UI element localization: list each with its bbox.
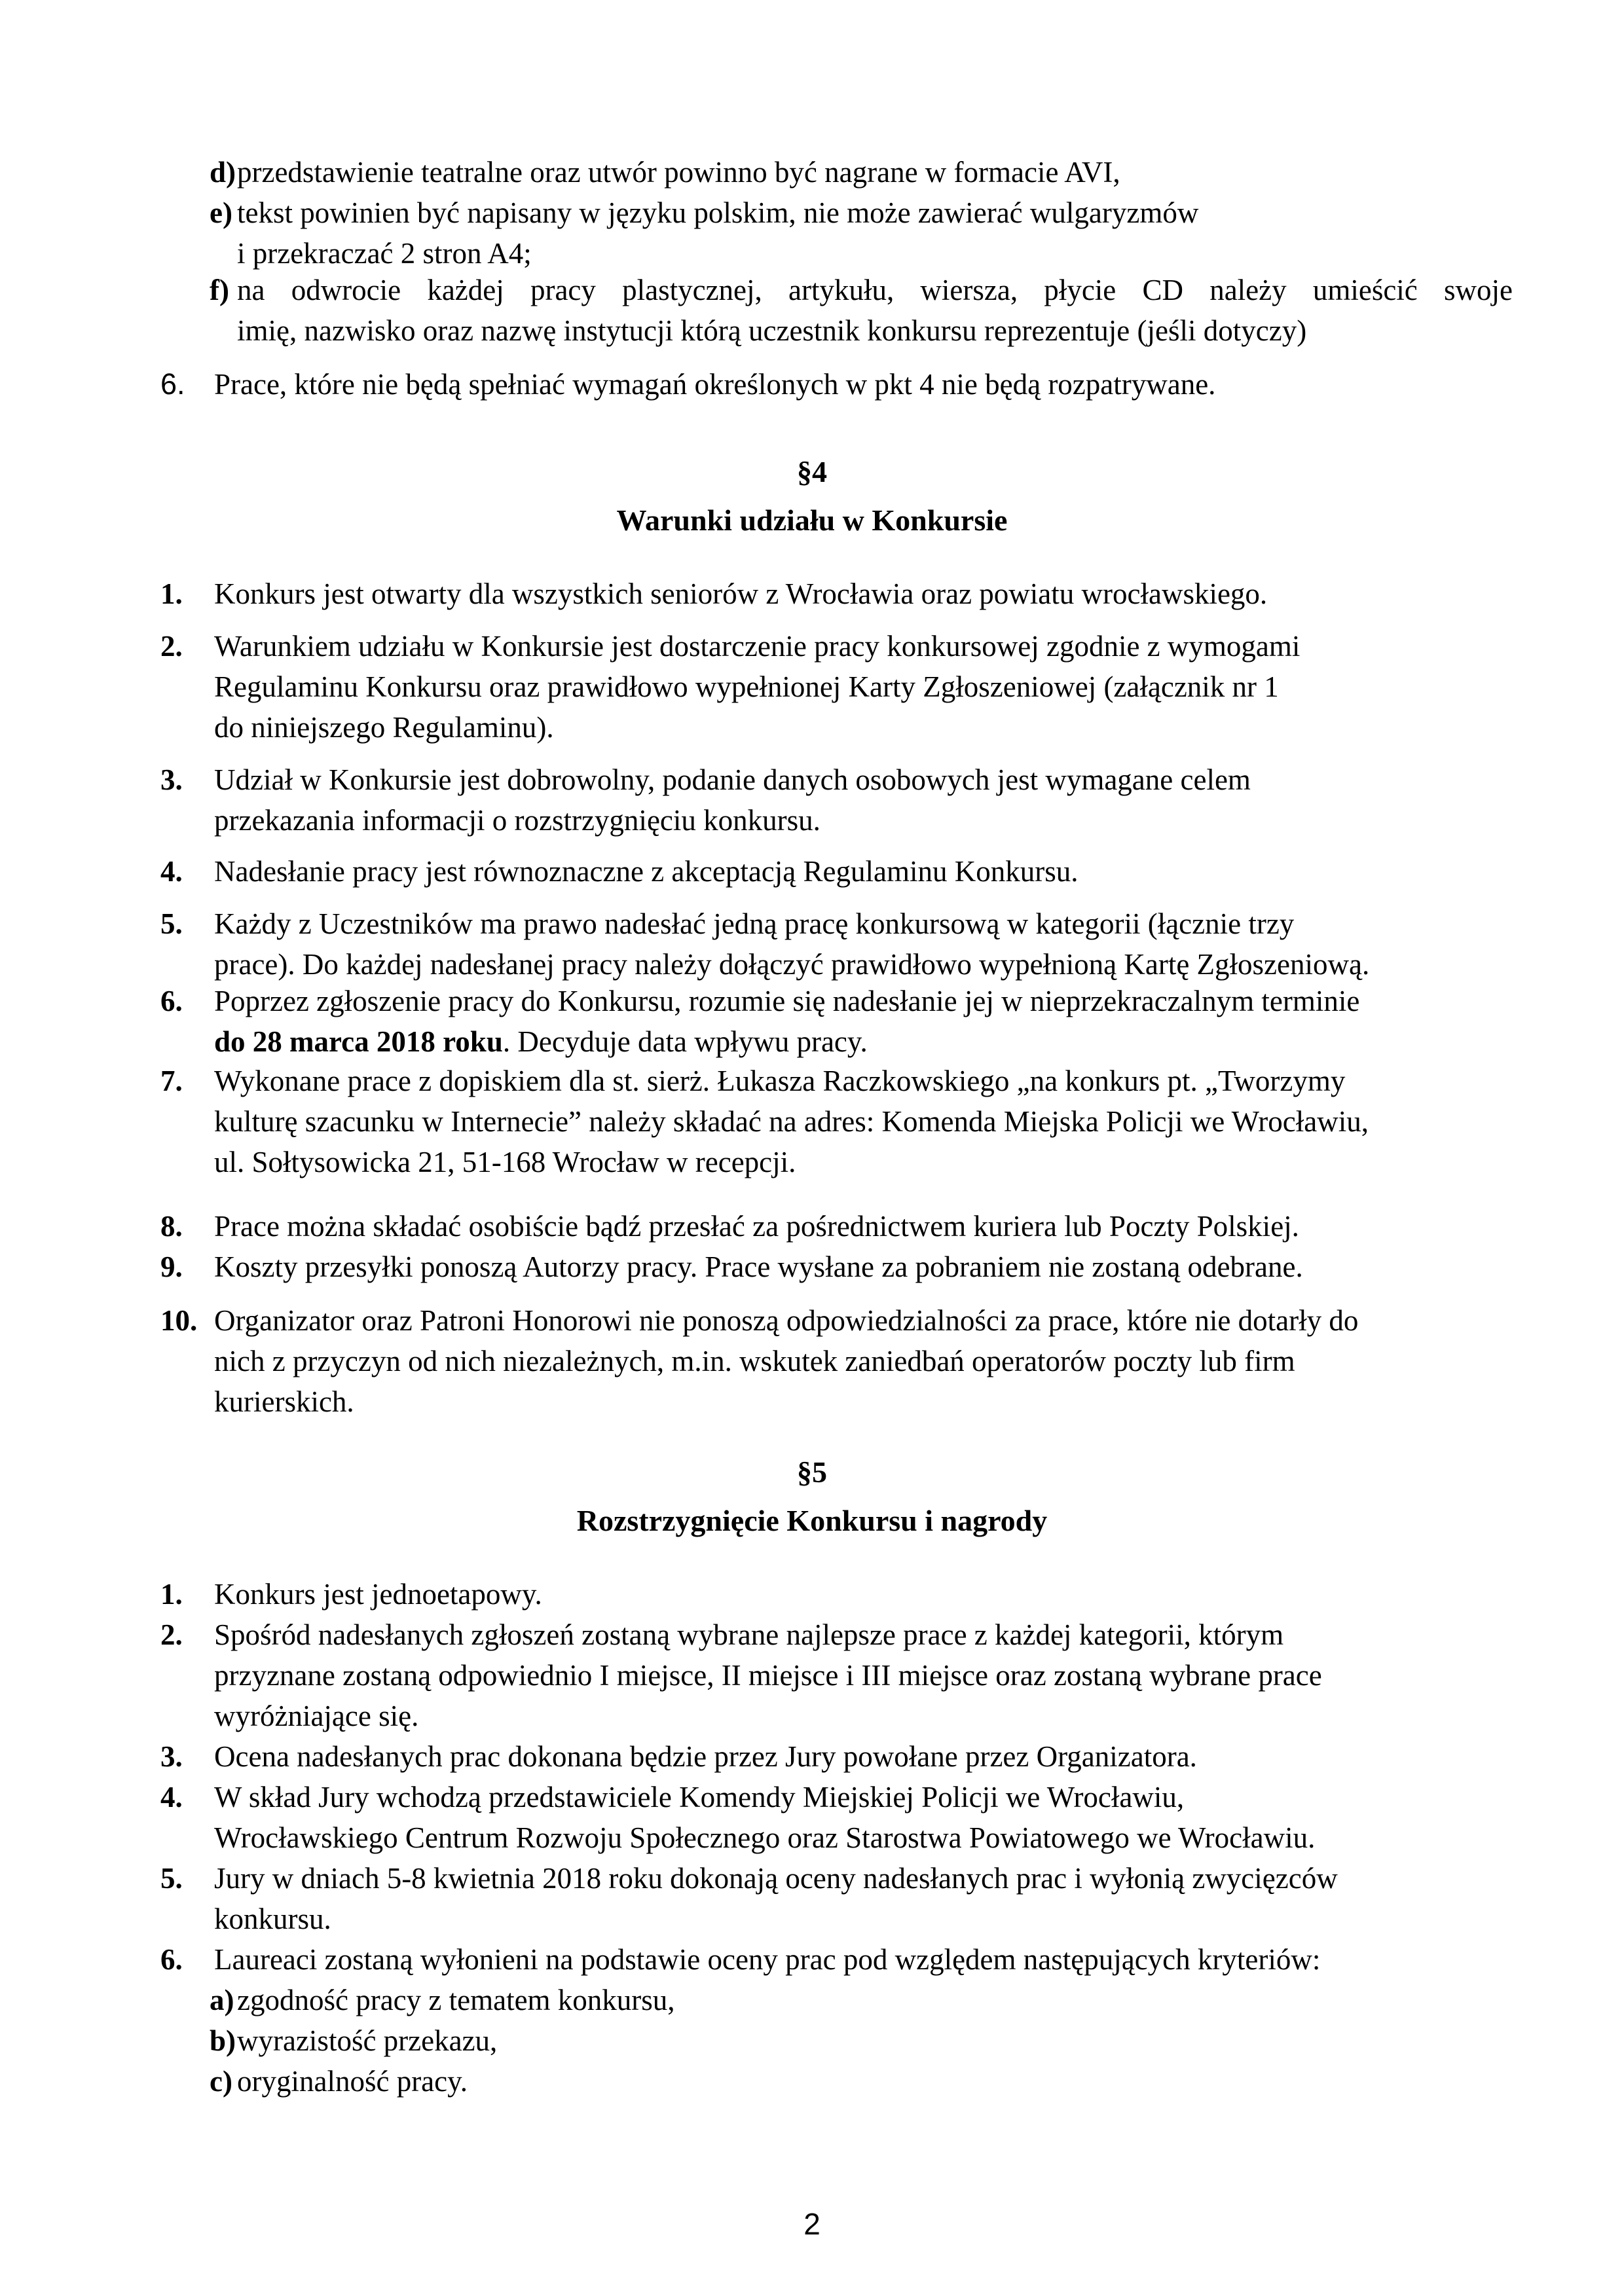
criterion-letter: c): [210, 2065, 232, 2098]
list-item: [160, 1247, 1470, 1287]
list-item: [160, 851, 1470, 892]
sub-item-letter: e): [210, 196, 232, 229]
item-text: Każdy z Uczestników ma prawo nadesłać jedną pracę konkursową w kategorii (łącznie trzy: [214, 907, 1295, 940]
list-item: [160, 1300, 1470, 1422]
item-text-cont: przekazania informacji o rozstrzygnięciu konkursu.: [214, 804, 821, 837]
item-number: 1.: [160, 577, 183, 610]
list-item: [160, 1777, 1470, 1858]
item-text: Jury w dniach 5-8 kwietnia 2018 roku dokonają oceny nadesłanych prac i wyłonią zwycięzców: [214, 1862, 1338, 1895]
item-text: Spośród nadesłanych zgłoszeń zostaną wybrane najlepsze prace z każdej kategorii, którym: [214, 1618, 1284, 1651]
section-title-4: Warunki udziału w Konkursie: [616, 503, 1008, 537]
criterion-text: oryginalność pracy.: [237, 2065, 468, 2098]
item-number: 6.: [160, 985, 183, 1017]
item-number: 6.: [160, 1943, 183, 1976]
criterion-letter: b): [210, 2024, 236, 2057]
criterion-letter: a): [210, 1984, 234, 2016]
item-number: 3.: [160, 763, 183, 796]
page-number: 2: [803, 2207, 821, 2241]
item-text: Wykonane prace z dopiskiem dla st. sierż. Łukasza Raczkowskiego „na konkurs pt. „Tworzymy: [214, 1065, 1346, 1097]
item-text: Udział w Konkursie jest dobrowolny, podanie danych osobowych jest wymagane celem: [214, 763, 1251, 796]
sub-item-e: [210, 192, 1513, 274]
item-text: Nadesłanie pracy jest równoznaczne z akceptacją Regulaminu Konkursu.: [214, 855, 1079, 888]
list-item: [160, 626, 1470, 748]
item-text: Poprzez zgłoszenie pracy do Konkursu, rozumie się nadesłanie jej w nieprzekraczalnym terminie: [214, 985, 1360, 1017]
item-text-cont: do niniejszego Regulaminu).: [214, 711, 554, 744]
criterion-c: [210, 2061, 1513, 2102]
item-text: Prace można składać osobiście bądź przesłać za pośrednictwem kuriera lub Poczty Polskiej.: [214, 1210, 1299, 1243]
item-text: Laureaci zostaną wyłonieni na podstawie oceny prac pod względem następujących kryteriów:: [214, 1943, 1321, 1976]
item-text: Konkurs jest otwarty dla wszystkich seniorów z Wrocławia oraz powiatu wrocławskiego.: [214, 577, 1268, 610]
section-symbol-4: §4: [797, 455, 827, 488]
list-item: [160, 1736, 1470, 1777]
item-number: 4.: [160, 1781, 183, 1813]
item-number: 2.: [160, 1618, 183, 1651]
item-text-cont: konkursu.: [214, 1903, 331, 1935]
item-number: 1.: [160, 1578, 183, 1611]
item-number: 3.: [160, 1740, 183, 1773]
list-item: [160, 574, 1470, 614]
deadline-rest: . Decyduje data wpływu pracy.: [502, 1025, 868, 1058]
item-number: 7.: [160, 1065, 183, 1097]
item-text-cont: nich z przyczyn od nich niezależnych, m.in. wskutek zaniedbań operatorów poczty lub firm: [214, 1345, 1295, 1377]
item-text: Prace, które nie będą spełniać wymagań określonych w pkt 4 nie będą rozpatrywane.: [214, 368, 1216, 401]
item-text: Organizator oraz Patroni Honorowi nie ponoszą odpowiedzialności za prace, które nie dotarły do: [214, 1304, 1359, 1337]
list-item: [160, 1939, 1470, 1980]
item-text: Koszty przesyłki ponoszą Autorzy pracy. Prace wysłane za pobraniem nie zostaną odebrane.: [214, 1250, 1303, 1283]
criterion-text: wyrazistość przekazu,: [237, 2024, 498, 2057]
item-text-cont: ul. Sołtysowicka 21, 51-168 Wrocław w recepcji.: [214, 1146, 796, 1178]
item-number: 5.: [160, 1862, 183, 1895]
item-number: 9.: [160, 1250, 183, 1283]
list-item: [160, 1614, 1470, 1736]
item-text: W skład Jury wchodzą przedstawiciele Komendy Miejskiej Policji we Wrocławiu,: [214, 1781, 1185, 1813]
sub-item-f: [210, 270, 1513, 351]
criterion-b: [210, 2020, 1513, 2061]
sub-item-text: na odwrocie każdej pracy plastycznej, artykułu, wiersza, płycie CD należy umieścić swoje: [237, 274, 1513, 306]
list-item: [160, 1061, 1470, 1182]
item-number: 10.: [160, 1304, 198, 1337]
sub-item-text: przedstawienie teatralne oraz utwór powinno być nagrane w formacie AVI,: [237, 156, 1120, 189]
item-number: 6.: [160, 367, 185, 401]
list-item: [160, 1858, 1470, 1939]
section-title-5: Rozstrzygnięcie Konkursu i nagrody: [576, 1504, 1048, 1537]
sub-item-d: [210, 152, 1513, 192]
list-item-6-prace: [160, 364, 1470, 405]
item-text-cont: [214, 1021, 1478, 1062]
sub-item-text: tekst powinien być napisany w języku polskim, nie może zawierać wulgaryzmów: [237, 196, 1199, 229]
list-item: [160, 981, 1470, 1062]
sub-item-letter: d): [210, 156, 236, 189]
list-item: [160, 1574, 1470, 1614]
item-text-cont: kulturę szacunku w Internecie” należy składać na adres: Komenda Miejska Policji we Wrocławiu,: [214, 1105, 1369, 1138]
list-item: [160, 903, 1470, 985]
item-number: 5.: [160, 907, 183, 940]
sub-item-text-cont: i przekraczać 2 stron A4;: [237, 237, 532, 270]
deadline-date: do 28 marca 2018 roku: [214, 1025, 503, 1058]
item-text-cont: Regulaminu Konkursu oraz prawidłowo wypełnionej Karty Zgłoszeniowej (załącznik nr 1: [214, 670, 1279, 703]
item-number: 4.: [160, 855, 183, 888]
item-text-cont: Wrocławskiego Centrum Rozwoju Społecznego oraz Starostwa Powiatowego we Wrocławiu.: [214, 1821, 1316, 1854]
item-text: Konkurs jest jednoetapowy.: [214, 1578, 542, 1611]
section-symbol-5: §5: [797, 1455, 827, 1489]
item-number: 2.: [160, 630, 183, 663]
sub-item-text-cont: imię, nazwisko oraz nazwę instytucji którą uczestnik konkursu reprezentuje (jeśli dotyczy): [237, 314, 1307, 347]
list-item: [160, 759, 1470, 841]
item-text: Warunkiem udziału w Konkursie jest dostarczenie pracy konkursowej zgodnie z wymogami: [214, 630, 1301, 663]
list-item: [160, 1206, 1470, 1247]
item-text-cont: kurierskich.: [214, 1385, 354, 1418]
item-text-cont: prace). Do każdej nadesłanej pracy należy dołączyć prawidłowo wypełnioną Kartę Zgłoszeniową.: [214, 948, 1370, 981]
criterion-a: [210, 1980, 1513, 2020]
criterion-text: zgodność pracy z tematem konkursu,: [237, 1984, 675, 2016]
sub-item-letter: f): [210, 274, 229, 306]
item-text-cont: przyznane zostaną odpowiednio I miejsce, II miejsce i III miejsce oraz zostaną wybrane prace: [214, 1659, 1322, 1692]
item-number: 8.: [160, 1210, 183, 1243]
item-text-cont: wyróżniające się.: [214, 1700, 419, 1732]
item-text: Ocena nadesłanych prac dokonana będzie przez Jury powołane przez Organizatora.: [214, 1740, 1197, 1773]
